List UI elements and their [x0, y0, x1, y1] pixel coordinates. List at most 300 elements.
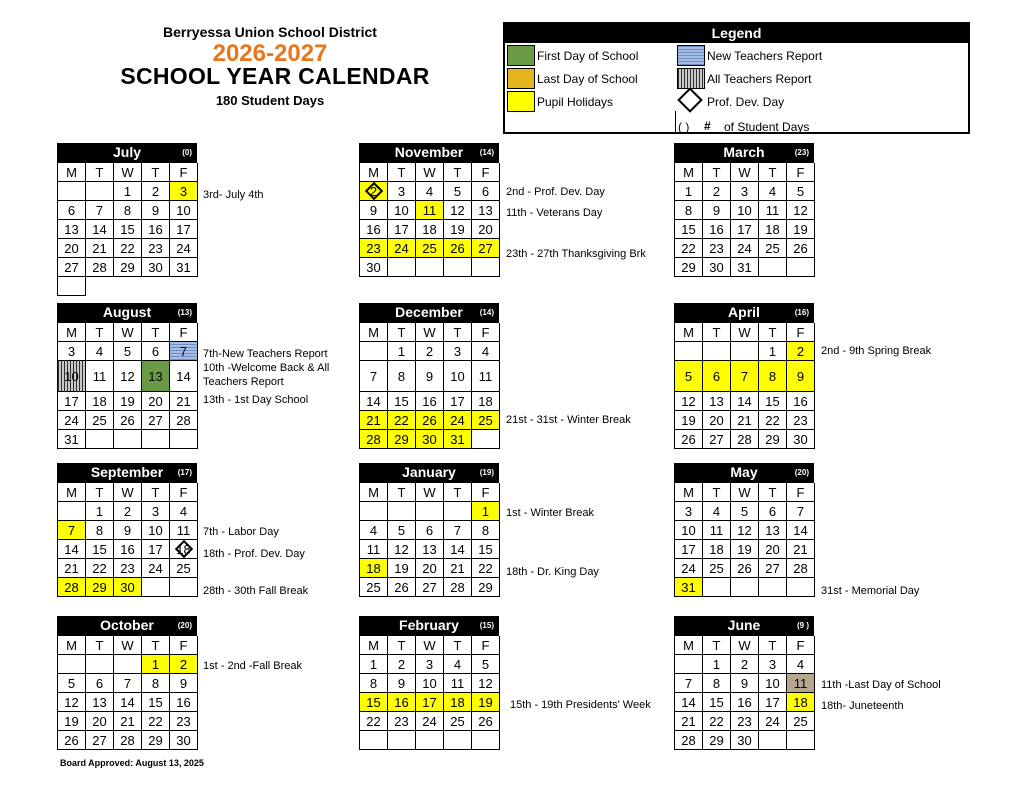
day-number: 25 [765, 240, 780, 256]
day-number: 30 [366, 259, 381, 275]
month-october [57, 616, 197, 750]
day-number: 22 [366, 713, 381, 729]
day-number: 15 [478, 541, 493, 557]
month-may [674, 463, 814, 597]
weekday-label: M [58, 163, 86, 182]
day-number: 23 [176, 713, 191, 729]
legend [503, 22, 970, 134]
note-fall-break-oct: 1st - 2nd -Fall Break [203, 660, 303, 672]
day-cell [170, 674, 198, 693]
day-cell [170, 201, 198, 220]
day-number: 22 [120, 240, 135, 256]
day-number: 6 [712, 368, 721, 384]
day-cell [416, 361, 444, 392]
day-number: 3 [740, 183, 749, 199]
day-number: 16 [176, 694, 191, 710]
day-number: 16 [148, 221, 163, 237]
day-number: 8 [369, 675, 378, 691]
day-number: 18 [422, 221, 437, 237]
day-cell [703, 361, 731, 392]
day-cell [142, 411, 170, 430]
day-cell [444, 540, 472, 559]
day-cell [360, 712, 388, 731]
day-cell [58, 392, 86, 411]
weekday-label: T [142, 323, 170, 342]
day-number: 28 [681, 732, 696, 748]
day-cell [58, 361, 86, 392]
day-cell [142, 502, 170, 521]
day-number: 24 [394, 240, 409, 256]
day-number: 13 [422, 541, 437, 557]
month-february [359, 616, 499, 750]
weekday-label: F [787, 636, 815, 655]
empty-cell [472, 731, 500, 750]
weekday-label: T [86, 636, 114, 655]
day-cell [360, 392, 388, 411]
day-cell [170, 502, 198, 521]
day-cell [759, 342, 787, 361]
day-cell [416, 693, 444, 712]
day-cell [444, 361, 472, 392]
day-cell [388, 411, 416, 430]
day-cell [170, 540, 198, 559]
legend-first-day: First Day of School [537, 49, 639, 63]
day-number: 23 [737, 713, 752, 729]
weekday-label: F [472, 323, 500, 342]
weekday-label: F [787, 163, 815, 182]
day-cell [472, 559, 500, 578]
day-number: 9 [425, 368, 434, 384]
empty-cell [731, 578, 759, 597]
day-number: 29 [478, 579, 493, 595]
day-cell [703, 258, 731, 277]
day-number: 19 [120, 393, 135, 409]
weekday-label: W [416, 163, 444, 182]
day-cell [444, 430, 472, 449]
day-cell [675, 502, 703, 521]
day-number: 17 [64, 393, 79, 409]
day-number: 30 [148, 259, 163, 275]
day-number: 1 [712, 656, 721, 672]
day-number: 5 [123, 343, 132, 359]
day-number: 1 [369, 656, 378, 672]
day-cell [759, 502, 787, 521]
day-number: 12 [793, 202, 808, 218]
day-number: 12 [681, 393, 696, 409]
day-number: 16 [366, 221, 381, 237]
day-number: 23 [394, 713, 409, 729]
day-number: 29 [709, 732, 724, 748]
weekday-label: T [703, 483, 731, 502]
empty-cell [86, 430, 114, 449]
weekday-label: T [703, 163, 731, 182]
day-number: 25 [709, 560, 724, 576]
day-cell [731, 361, 759, 392]
day-number: 13 [709, 393, 724, 409]
day-cell [170, 361, 198, 392]
day-cell [703, 655, 731, 674]
day-cell [114, 392, 142, 411]
day-cell [703, 239, 731, 258]
day-number: 29 [148, 732, 163, 748]
day-number: 3 [453, 343, 462, 359]
day-cell [703, 521, 731, 540]
day-cell [472, 201, 500, 220]
day-number: 16 [422, 393, 437, 409]
month-grid [57, 635, 197, 750]
day-number: 22 [394, 412, 409, 428]
day-cell [388, 655, 416, 674]
day-number: 24 [148, 560, 163, 576]
month-name: May [730, 464, 758, 480]
legend-all-teachers: All Teachers Report [707, 72, 812, 86]
day-cell [787, 182, 815, 201]
day-cell [170, 182, 198, 201]
day-cell [703, 674, 731, 693]
day-number: 22 [765, 412, 780, 428]
day-cell [58, 674, 86, 693]
day-number: 9 [740, 675, 749, 691]
district-name: Berryessa Union School District [163, 24, 377, 40]
day-number: 31 [681, 579, 696, 595]
day-number: 12 [120, 368, 135, 384]
day-cell [416, 182, 444, 201]
day-cell [142, 712, 170, 731]
day-cell [114, 361, 142, 392]
weekday-label: T [86, 323, 114, 342]
day-number: 5 [740, 503, 749, 519]
day-cell [731, 220, 759, 239]
legend-title: Legend [505, 24, 968, 43]
day-cell [787, 521, 815, 540]
day-number: 11 [765, 202, 780, 218]
day-number: 8 [481, 522, 490, 538]
day-number: 4 [481, 343, 490, 359]
day-cell [58, 342, 86, 361]
day-cell [787, 392, 815, 411]
day-number: 4 [425, 183, 434, 199]
day-number: 22 [478, 560, 493, 576]
note-last-day: 11th -Last Day of School [821, 679, 941, 691]
day-number: 20 [478, 221, 493, 237]
day-cell [675, 182, 703, 201]
day-cell [114, 693, 142, 712]
day-cell [444, 392, 472, 411]
day-number: 15 [681, 221, 696, 237]
day-cell [787, 361, 815, 392]
day-number: 15 [92, 541, 107, 557]
day-number: 9 [712, 202, 721, 218]
day-number: 19 [478, 694, 493, 710]
day-cell [787, 559, 815, 578]
note-juneteenth: 18th- Juneteenth [821, 700, 904, 712]
day-cell [759, 239, 787, 258]
weekday-label: T [444, 323, 472, 342]
day-number: 8 [684, 202, 693, 218]
day-number: 2 [151, 183, 160, 199]
day-cell [759, 201, 787, 220]
day-number: 11 [366, 541, 381, 557]
empty-cell [388, 731, 416, 750]
day-number: 18 [478, 393, 493, 409]
day-cell [759, 182, 787, 201]
day-number: 26 [422, 412, 437, 428]
empty-cell [388, 258, 416, 277]
month-name: November [394, 144, 464, 160]
day-number: 20 [148, 393, 163, 409]
weekday-label: W [416, 323, 444, 342]
day-cell [759, 430, 787, 449]
weekday-label: F [170, 163, 198, 182]
day-cell [142, 182, 170, 201]
day-number: 26 [120, 412, 135, 428]
day-number: 22 [148, 713, 163, 729]
day-cell [58, 521, 86, 540]
day-number: 31 [176, 259, 191, 275]
day-cell [360, 411, 388, 430]
day-cell [675, 540, 703, 559]
day-cell [444, 712, 472, 731]
empty-cell [787, 731, 815, 750]
day-number: 2 [740, 656, 749, 672]
day-cell [675, 430, 703, 449]
day-cell [787, 430, 815, 449]
day-cell [787, 411, 815, 430]
day-cell [388, 540, 416, 559]
day-number: 22 [681, 240, 696, 256]
day-number: 23 [366, 240, 381, 256]
day-number: 18 [709, 541, 724, 557]
month-student-days: (23) [794, 148, 809, 157]
day-number: 4 [768, 183, 777, 199]
empty-cell [759, 258, 787, 277]
day-number: 30 [422, 431, 437, 447]
day-number: 27 [148, 412, 163, 428]
weekday-label: T [703, 636, 731, 655]
day-cell [444, 578, 472, 597]
month-grid [359, 635, 499, 750]
day-number: 7 [453, 522, 462, 538]
day-number: 28 [176, 412, 191, 428]
month-name: July [112, 144, 141, 160]
day-number: 25 [176, 560, 191, 576]
day-number: 10 [176, 202, 191, 218]
day-number: 14 [737, 393, 752, 409]
day-cell [703, 411, 731, 430]
note-welcome-back: 10th -Welcome Back & All [203, 362, 330, 374]
day-cell [360, 559, 388, 578]
day-cell [170, 731, 198, 750]
day-cell [416, 540, 444, 559]
day-number: 30 [120, 579, 135, 595]
day-cell [142, 239, 170, 258]
day-number: 19 [681, 412, 696, 428]
day-number: 14 [681, 694, 696, 710]
day-cell [675, 220, 703, 239]
day-number: 27 [422, 579, 437, 595]
day-cell [142, 220, 170, 239]
day-cell [675, 239, 703, 258]
day-number: 26 [450, 240, 465, 256]
day-cell [360, 521, 388, 540]
day-number: 1 [768, 343, 777, 359]
day-cell [388, 712, 416, 731]
empty-cell [787, 258, 815, 277]
day-cell [731, 731, 759, 750]
day-number: 24 [450, 412, 465, 428]
day-number: 10 [737, 202, 752, 218]
weekday-label: F [787, 323, 815, 342]
month-march [674, 143, 814, 277]
empty-cell [170, 578, 198, 597]
weekday-label: M [675, 483, 703, 502]
day-cell [114, 540, 142, 559]
day-cell [416, 674, 444, 693]
day-number: 16 [120, 541, 135, 557]
weekday-label: W [114, 163, 142, 182]
day-number: 12 [450, 202, 465, 218]
day-number: 16 [793, 393, 808, 409]
day-number: 24 [176, 240, 191, 256]
pupil-holiday-swatch [507, 91, 535, 112]
month-student-days: (16) [794, 308, 809, 317]
day-number: 20 [765, 541, 780, 557]
day-cell [731, 559, 759, 578]
day-cell [360, 239, 388, 258]
day-cell [472, 521, 500, 540]
empty-cell [58, 277, 86, 296]
day-cell [675, 578, 703, 597]
weekday-label: F [472, 483, 500, 502]
legend-new-teachers: New Teachers Report [707, 49, 823, 63]
day-number: 6 [95, 675, 104, 691]
weekday-label: M [360, 636, 388, 655]
day-cell [58, 712, 86, 731]
month-november [359, 143, 499, 277]
day-number: 27 [709, 431, 724, 447]
day-number: 27 [765, 560, 780, 576]
month-august [57, 303, 197, 449]
day-cell [416, 411, 444, 430]
weekday-label: W [731, 323, 759, 342]
empty-cell [703, 342, 731, 361]
day-cell [472, 712, 500, 731]
day-cell [444, 693, 472, 712]
day-cell [58, 559, 86, 578]
day-cell [731, 430, 759, 449]
day-cell [86, 712, 114, 731]
weekday-label: M [675, 163, 703, 182]
day-number: 29 [92, 579, 107, 595]
day-cell [472, 220, 500, 239]
day-number: 3 [425, 656, 434, 672]
empty-cell [360, 502, 388, 521]
day-cell [58, 220, 86, 239]
month-student-days: (17) [177, 468, 192, 477]
day-number: 20 [422, 560, 437, 576]
empty-cell [444, 258, 472, 277]
day-cell [416, 521, 444, 540]
day-number: 24 [681, 560, 696, 576]
day-number: 13 [148, 368, 163, 384]
day-cell [142, 540, 170, 559]
day-number: 1 [684, 183, 693, 199]
month-grid [57, 162, 197, 296]
day-cell [114, 411, 142, 430]
day-cell [142, 392, 170, 411]
month-student-days: (0) [182, 148, 192, 157]
day-cell [675, 392, 703, 411]
day-number: 5 [684, 368, 693, 384]
day-number: 8 [768, 368, 777, 384]
day-cell [444, 521, 472, 540]
weekday-label: M [360, 483, 388, 502]
weekday-label: F [170, 636, 198, 655]
day-cell [759, 655, 787, 674]
legend-student-days-paren: ( ) [678, 120, 690, 134]
day-cell [731, 521, 759, 540]
day-cell [472, 411, 500, 430]
day-cell [170, 655, 198, 674]
page-title: SCHOOL YEAR CALENDAR [120, 63, 430, 89]
day-number: 24 [64, 412, 79, 428]
day-cell [114, 220, 142, 239]
day-cell [58, 540, 86, 559]
day-number: 10 [422, 675, 437, 691]
month-june [674, 616, 814, 750]
weekday-label: W [114, 323, 142, 342]
day-cell [114, 201, 142, 220]
day-number: 30 [793, 431, 808, 447]
day-number: 3 [179, 183, 188, 199]
day-cell [759, 674, 787, 693]
day-cell [703, 502, 731, 521]
day-cell [360, 201, 388, 220]
day-cell [787, 540, 815, 559]
day-cell [731, 411, 759, 430]
day-cell [114, 258, 142, 277]
day-number: 17 [737, 221, 752, 237]
day-cell [86, 540, 114, 559]
day-number: 28 [92, 259, 107, 275]
day-cell [787, 239, 815, 258]
day-cell [472, 392, 500, 411]
weekday-label: M [58, 323, 86, 342]
weekday-label: T [759, 163, 787, 182]
legend-last-day: Last Day of School [537, 72, 638, 86]
weekday-label: T [142, 483, 170, 502]
day-number: 15 [709, 694, 724, 710]
day-number: 15 [120, 221, 135, 237]
day-cell [444, 655, 472, 674]
month-grid [674, 322, 814, 449]
empty-cell [360, 731, 388, 750]
empty-cell [416, 502, 444, 521]
day-cell [731, 258, 759, 277]
day-number: 12 [737, 522, 752, 538]
day-cell [444, 411, 472, 430]
empty-cell [472, 430, 500, 449]
empty-cell [86, 655, 114, 674]
weekday-label: T [86, 163, 114, 182]
day-cell [759, 712, 787, 731]
day-number: 9 [397, 675, 406, 691]
empty-cell [759, 578, 787, 597]
day-number: 31 [450, 431, 465, 447]
day-cell [86, 411, 114, 430]
day-number: 13 [92, 694, 107, 710]
day-cell [170, 342, 198, 361]
